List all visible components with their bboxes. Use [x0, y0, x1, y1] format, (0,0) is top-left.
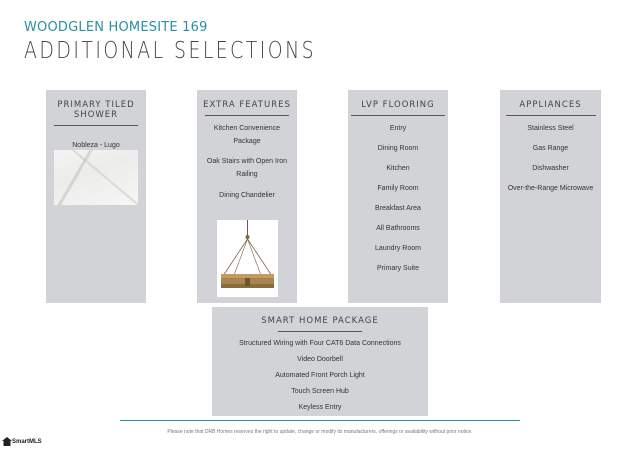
list-item: Family Room [377, 185, 419, 192]
card-heading: EXTRA FEATURES [203, 100, 291, 110]
list-item: Kitchen [386, 165, 410, 172]
list-item: Railing [236, 171, 258, 178]
smartmls-logo [2, 437, 42, 446]
card-heading: SMART HOME PACKAGE [261, 316, 379, 326]
list-item: Oak Stairs with Open Iron [206, 158, 288, 165]
card-primary-tiled-shower [46, 90, 146, 303]
list-item: Gas Range [532, 145, 569, 152]
card-divider [351, 115, 445, 116]
card-divider [278, 331, 362, 332]
list-item: Stainless Steel [527, 125, 574, 132]
chandelier-image [217, 220, 278, 297]
footer-divider [120, 420, 520, 421]
list-item: Dishwasher [532, 165, 569, 172]
list-item: Dining Chandelier [219, 192, 275, 199]
card-divider [506, 115, 596, 116]
list-item: Laundry Room [375, 245, 421, 252]
card-heading: PRIMARY TILED SHOWER [57, 100, 135, 120]
community-homesite-label: WOODGLEN HOMESITE 169 [24, 20, 208, 35]
card-heading: APPLIANCES [519, 100, 582, 110]
page-title: ADDITIONAL SELECTIONS [24, 38, 317, 64]
house-logo-icon [2, 437, 12, 446]
card-smart-home-package [212, 307, 428, 416]
chandelier-icon [217, 220, 278, 297]
card-appliances [500, 90, 601, 303]
list-item: Touch Screen Hub [291, 388, 349, 395]
disclaimer-text: Please note that DRB Homes reserves the right to update, change or modify its manufacturers, offerings or availability without prior notice. [167, 429, 473, 435]
list-item: Over-the-Range Microwave [507, 185, 594, 192]
card-divider [205, 115, 289, 116]
logo-text: SmartMLS [12, 439, 42, 446]
card-divider [54, 125, 138, 126]
list-item: Breakfast Area [375, 205, 421, 212]
list-item: All Bathrooms [376, 225, 420, 232]
list-item: Primary Suite [376, 265, 419, 272]
list-item: Entry [389, 125, 407, 132]
list-item: Structured Wiring with Four CAT6 Data Connections [239, 340, 401, 347]
card-lvp-flooring [348, 90, 448, 303]
list-item: Package [233, 138, 261, 145]
list-item: Keyless Entry [298, 404, 342, 411]
card-heading: LVP FLOORING [361, 100, 435, 110]
marble-tile-swatch-image [54, 150, 138, 205]
list-item: Kitchen Convenience [213, 125, 281, 132]
list-item: Video Doorbell [297, 356, 343, 363]
list-item: Automated Front Porch Light [275, 372, 365, 379]
card-extra-features [197, 90, 297, 303]
list-item: Dining Room [377, 145, 419, 152]
shower-tile-name: Nobleza - Lugo [72, 142, 120, 149]
